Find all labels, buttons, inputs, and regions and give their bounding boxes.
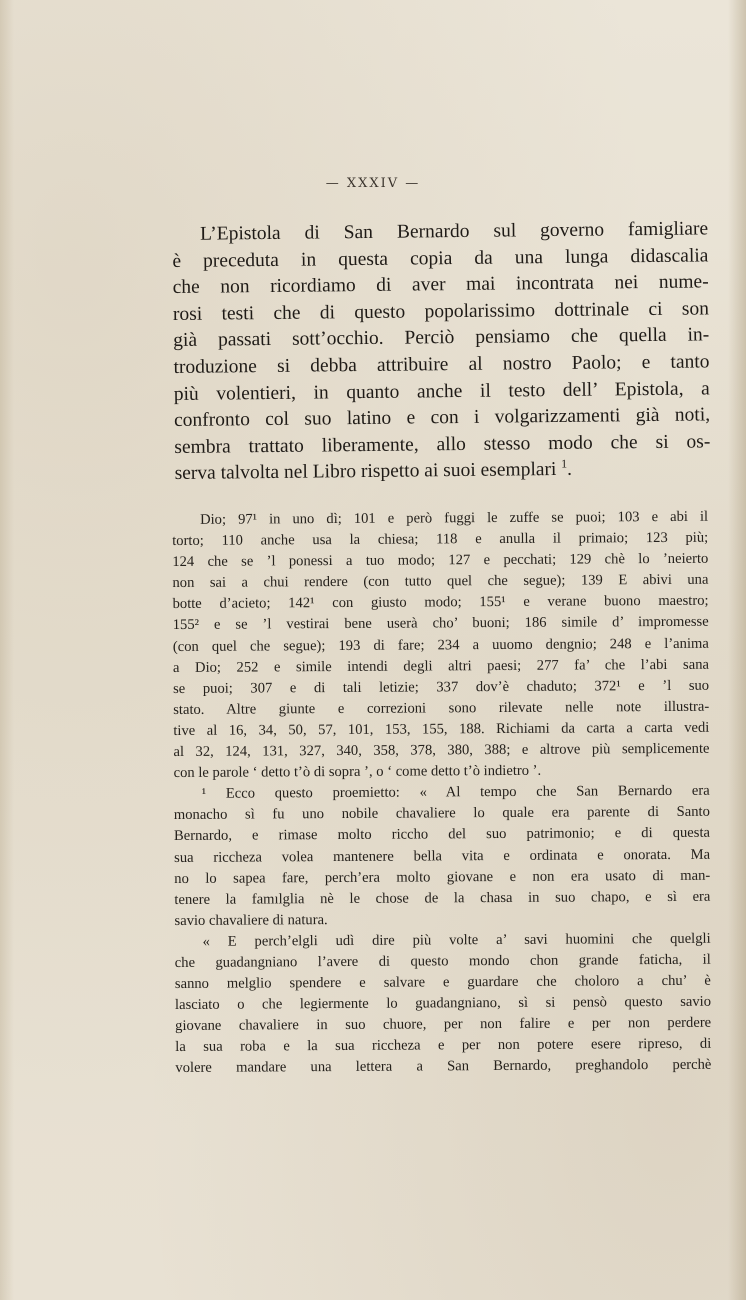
body-line: L’Epistola di San Bernardo sul governo famigliare xyxy=(200,218,709,245)
footnote-line: no lo sapea fare, perch’era molto giovane e non era usato di man- xyxy=(174,867,711,887)
note-line: con le parole ‘ detto t’ò di sopra ’, o ‘ come detto t’ò indietro ’. xyxy=(173,762,542,782)
note-line: (con quel che segue); 193 di fare; 234 a uuomo dengnio; 248 e l’anima xyxy=(172,635,709,655)
footnote-line: volere mandare una lettera a San Bernardo, preghandolo perchè xyxy=(175,1057,712,1077)
main-paragraph xyxy=(172,216,711,488)
footnote-line: « E perch’elgli udì dire più volte a’ savi huomini che quelgli xyxy=(202,930,711,950)
body-line: troduzione si debba attribuire al nostro Paolo; e tanto xyxy=(173,351,710,378)
footnote-line: monacho sì fu uno nobile chavaliere lo quale era parente di Santo xyxy=(173,804,710,824)
note-line: se puoi; 307 e di tali letizie; 337 dov’è chaduto; 372¹ e ’l suo xyxy=(173,677,710,697)
note-line: 155² e se ’l vestirai bene userà cho’ buoni; 186 simile d’ impromesse xyxy=(172,614,709,634)
footnote-reference[interactable]: 1 xyxy=(561,457,568,471)
body-line: che non ricordiamo di aver mai incontrata nei nume- xyxy=(172,271,709,299)
body-line: rosi testi che di questo popolarissimo dottrinale ci son xyxy=(172,298,710,325)
body-line: già passati sott’occhio. Perciò pensiamo che quella in- xyxy=(173,324,710,352)
body-line: confronto col suo latino e con i volgarizzamenti già noti, xyxy=(173,404,711,432)
body-line: sembra trattato liberamente, allo stesso modo che si os- xyxy=(174,431,711,458)
page-edge-right xyxy=(728,0,746,1300)
note-line: stato. Altre giunte e correzioni sono rilevate nelle note illustra- xyxy=(173,698,710,718)
body-line-suffix: . xyxy=(566,459,573,481)
note-line: a Dio; 252 e simile intendi degli altri paesi; 277 fa’ che l’abi sana xyxy=(172,656,710,676)
footnote-line: sanno melglio spendere e salvare e guardare che choloro a chu’ è xyxy=(174,972,711,993)
footnote-line: lasciato o che legiermente lo guadangniano, sì si pensò questo savio xyxy=(174,993,712,1014)
footnote-line: la sua roba e la sua riccheza e per non potere esere ripreso, di xyxy=(175,1036,712,1056)
note-line: tive al 16, 34, 50, 57, 101, 153, 155, 188. Richiami da carta a carta vedi xyxy=(173,719,710,739)
body-line: è preceduta in questa copia da una lunga didascalia xyxy=(172,244,709,272)
note-line: 124 che se ’l ponessi a tuo modo; 127 e pecchati; 129 chè lo ’neierto xyxy=(172,550,709,571)
page-edge-left xyxy=(0,0,14,1300)
footnote-line: ¹ Ecco questo proemietto: « Al tempo che San Bernardo era xyxy=(201,782,710,803)
note-line: non sai a chui rendere (con tutto quel che segue); 139 E abivi una xyxy=(172,572,709,592)
note-line: al 32, 124, 131, 327, 340, 358, 378, 380, 388; e altrove più semplicemente xyxy=(173,740,710,761)
body-line-last xyxy=(175,456,711,488)
footnote-line: savio chavaliere di natura. xyxy=(174,911,328,929)
footnote-line: tenere la famılglia nè le chose de la chasa in suo chapo, e sì era xyxy=(174,888,711,908)
footnote-line: giovane chavaliere in suo chuore, per non falire e per non perdere xyxy=(175,1014,712,1035)
page-number: — XXXIV — xyxy=(325,176,421,191)
body-line-text: serva talvolta nel Libro rispetto ai suoi esemplari xyxy=(174,459,557,485)
note-line: botte d’acieto; 142¹ con giusto modo; 155¹ e verane buono maestro; xyxy=(172,593,709,613)
footnote-line: sua riccheza volea mantenere bella vita e ordinata e onorata. Ma xyxy=(174,846,711,866)
notes-section xyxy=(172,507,711,1080)
note-line: torto; 110 anche usa la chiesa; 118 e anulla il primaio; 123 più; xyxy=(172,529,709,550)
footnote-line: Bernardo, e rimase molto riccho del suo patrimonio; e di questa xyxy=(173,825,711,845)
body-line: più volentieri, in quanto anche il testo dell’ Epistola, a xyxy=(173,377,710,405)
note-line: Dio; 97¹ in uno dì; 101 e però fuggi le zuffe se puoi; 103 e abi il xyxy=(200,508,709,528)
footnote-line: che guadangniano l’avere di questo mondo chon grande faticha, il xyxy=(174,951,711,971)
